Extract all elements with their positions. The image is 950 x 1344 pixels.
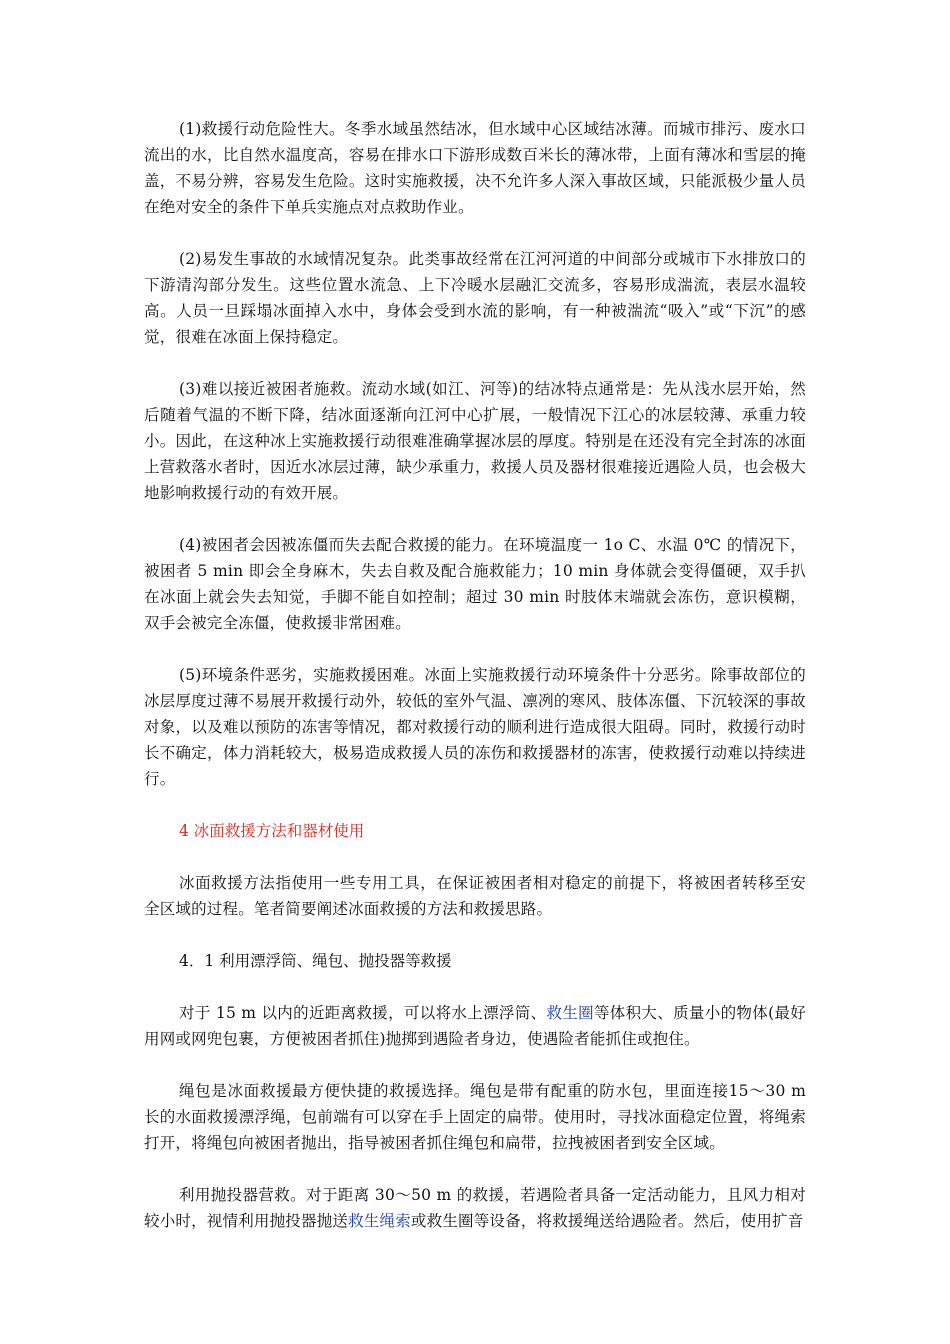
- paragraph-complex-waters: (2)易发生事故的水域情况复杂。此类事故经常在江河河道的中间部分或城市下水排放口的下游清沟部分发生。这些位置水流急、上下冷暖水层融汇交流多，容易形成湍流，表层水温较高。人员一旦踩塌冰面掉入水中，身体会受到水流的影响，有一种被湍流“吸入”或“下沉”的感觉，很难在冰面上保持稳定。: [144, 250, 806, 346]
- paragraph-frozen-victim: (4)被困者会因被冻僵而失去配合救援的能力。在环境温度一 1o C、水温 0℃ 的情况下，被困者 5 min 即会全身麻木，失去自救及配合施救能力；10 min 身体就会变得僵硬，双手扒在冰面上就会失去知觉，手脚不能自如控制；超过 30 min 时肢体末端就会冻伤，意识模糊，双手会被完全冻僵，使救援非常困难。: [144, 536, 806, 632]
- paragraph-line-thrower: [144, 1182, 806, 1234]
- paragraph-text: 对于 15 m 以内的近距离救援，可以将水上漂浮筒、: [179, 1004, 547, 1022]
- lifebuoy-link[interactable]: 救生圈: [546, 1004, 594, 1022]
- document-body: [144, 116, 806, 1260]
- life-rope-link[interactable]: 救生绳索: [348, 1212, 411, 1230]
- paragraph-harsh-environment: (5)环境条件恶劣，实施救援困难。冰面上实施救援行动环境条件十分恶劣。除事故部位的冰层厚度过薄不易展开救援行动外，较低的室外气温、凛冽的寒风、肢体冻僵、下沉较深的事故对象，以及难以预防的冻害等情况，都对救援行动的顺利进行造成很大阻碍。同时，救援行动时长不确定，体力消耗较大，极易造成救援人员的冻伤和救援器材的冻害，使救援行动难以持续进行。: [144, 666, 806, 788]
- paragraph-text: 等体积大、质量小的物体(最好用网或网兜包裹，方便被困者抓住)抛掷到遇险者身边，使遇险者能抓住或抱住。: [144, 1004, 806, 1048]
- paragraph-text: 利用抛投器营救。对于距离 30～50 m 的救援，若遇险者具备一定活动能力，且风力相对较小时，视情利用抛投器抛送: [144, 1186, 806, 1230]
- paragraph-risk: (1)救援行动危险性大。冬季水域虽然结冰，但水域中心区域结冰薄。而城市排污、废水口流出的水，比自然水温度高，容易在排水口下游形成数百米长的薄冰带，上面有薄冰和雪层的掩盖，不易分辨，容易发生危险。这时实施救援，决不允许多人深入事故区域，只能派极少量人员在绝对安全的条件下单兵实施点对点救助作业。: [144, 120, 806, 216]
- section-heading-4: 4 冰面救援方法和器材使用: [179, 822, 365, 840]
- paragraph-text: 或救生圈等设备，将救援绳送给遇险者。然后，使用扩音: [410, 1212, 804, 1230]
- paragraph-float-throw: [144, 1000, 806, 1052]
- paragraph-hard-to-approach: (3)难以接近被困者施救。流动水域(如江、河等)的结冰特点通常是：先从浅水层开始，然后随着气温的不断下降，结冰面逐渐向江河中心扩展，一般情况下江心的冰层较薄、承重力较小。因此，在这种冰上实施救援行动很难准确掌握冰层的厚度。特别是在还没有完全封冻的冰面上营救落水者时，因近水冰层过薄，缺少承重力，救援人员及器材很难接近遇险人员，也会极大地影响救援行动的有效开展。: [144, 380, 806, 502]
- paragraph-methods-intro: 冰面救援方法指使用一些专用工具，在保证被困者相对稳定的前提下，将被困者转移至安全区域的过程。笔者简要阐述冰面救援的方法和救援思路。: [144, 874, 806, 918]
- paragraph-rope-bag: 绳包是冰面救援最方便快捷的救援选择。绳包是带有配重的防水包，里面连接15～30 m 长的水面救援漂浮绳，包前端有可以穿在手上固定的扁带。使用时，寻找冰面稳定位置，将绳索打开，将绳包向被困者抛出，指导被困者抓住绳包和扁带，拉拽被困者到安全区域。: [144, 1082, 806, 1152]
- subsection-heading-4-1: 4．1 利用漂浮筒、绳包、抛投器等救援: [179, 952, 452, 970]
